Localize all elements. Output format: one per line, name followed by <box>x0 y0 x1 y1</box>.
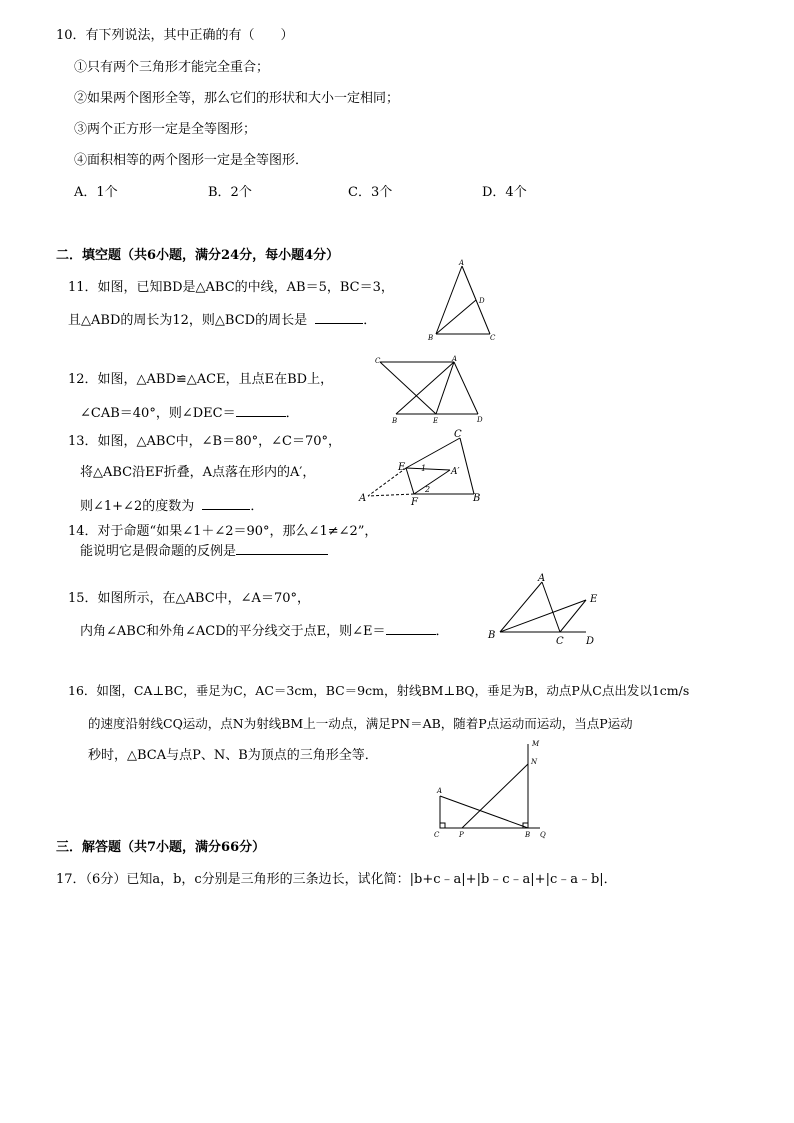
section3-title: 三．解答题（共7小题，满分66分） <box>56 840 266 855</box>
q13-label-2: 2 <box>425 485 431 494</box>
q10-item-4: ④面积相等的两个图形一定是全等图形． <box>74 153 309 168</box>
q16-label-a: A <box>437 787 443 795</box>
q14-line2-text: 能说明它是假命题的反例是 <box>80 544 237 559</box>
q15-answer-blank[interactable] <box>386 622 436 635</box>
q12-label-e: E <box>433 417 439 425</box>
q11-line2 <box>68 311 376 329</box>
q13-line3-text: 则∠1+∠2的度数为 <box>80 499 195 514</box>
q10-item-3: ③两个正方形一定是全等图形； <box>74 122 257 137</box>
q11-label-a: A <box>459 259 465 267</box>
q11-label-b: B <box>428 334 434 342</box>
q11-line2-text: 且△ABD的周长为12，则△BCD的周长是 <box>68 313 308 328</box>
q13-label-b: B <box>473 493 481 504</box>
q11-label-c: C <box>490 334 496 342</box>
q12-line2-text: ∠CAB＝40°，则∠DEC＝ <box>80 406 236 421</box>
q12-label-c: C <box>375 357 381 365</box>
q12-label-d: D <box>477 416 483 424</box>
q16-label-m: M <box>532 740 540 748</box>
q11-answer-blank[interactable] <box>315 311 363 324</box>
q15-figure <box>480 568 610 650</box>
q11-label-d: D <box>479 297 485 305</box>
q13-label-c: C <box>454 429 462 440</box>
q16-label-c: C <box>434 831 440 839</box>
q15-label-a: A <box>538 573 546 584</box>
q13-figure <box>356 428 490 510</box>
q10-stem: 10．有下列说法，其中正确的有（ ） <box>56 28 294 43</box>
q17-text: 17．（6分）已知a，b，c分别是三角形的三条边长，试化简：|b+c﹣a|+|b﹣c﹣a|+|c﹣a﹣b|． <box>56 872 617 887</box>
q10-option-d: D．4个 <box>482 185 527 200</box>
q15-label-e: E <box>590 594 598 605</box>
q13-line3 <box>80 497 263 515</box>
q11-end: ． <box>363 313 377 328</box>
q10-item-2: ②如果两个图形全等，那么它们的形状和大小一定相同； <box>74 91 400 106</box>
q13-end: ． <box>250 499 264 514</box>
q15-label-d: D <box>586 636 595 647</box>
q15-line2-text: 内角∠ABC和外角∠ACD的平分线交于点E，则∠E＝ <box>80 624 386 639</box>
q12-line2 <box>80 404 299 422</box>
q16-label-p: P <box>459 831 464 839</box>
q10-item-1: ①只有两个三角形才能完全重合； <box>74 60 270 75</box>
q15-line1: 15．如图所示，在△ABC中，∠A＝70°， <box>68 591 310 606</box>
q13-line1: 13．如图，△ABC中，∠B＝80°，∠C＝70°， <box>68 434 342 449</box>
q12-line1: 12．如图，△ABD≌△ACE，且点E在BD上， <box>68 372 334 387</box>
q15-end: ． <box>435 624 449 639</box>
q10-option-c: C．3个 <box>348 185 393 200</box>
q10-option-a: A．1个 <box>74 185 118 200</box>
q13-label-a-prime: A′ <box>451 467 460 477</box>
q16-label-q: Q <box>540 831 546 839</box>
q14-line1: 14．对于命题“如果∠1＋∠2＝90°，那么∠1≠∠2”， <box>68 524 378 539</box>
q13-label-1: 1 <box>421 464 427 473</box>
q16-line1: 16．如图，CA⊥BC，垂足为C，AC＝3cm，BC＝9cm，射线BM⊥BQ，垂足为B，动点P从C点出发以1cm/s <box>68 683 690 698</box>
section2-title: 二．填空题（共6小题，满分24分，每小题4分） <box>56 248 340 263</box>
q10-option-b: B．2个 <box>208 185 252 200</box>
q13-label-e: E <box>398 462 406 473</box>
q13-label-a: A <box>359 493 367 504</box>
q11-figure <box>426 256 506 346</box>
q16-figure <box>428 738 552 842</box>
q15-label-c: C <box>556 636 564 647</box>
q12-end: ． <box>285 406 299 421</box>
q11-line1: 11．如图，已知BD是△ABC的中线，AB＝5，BC＝3， <box>68 280 394 295</box>
q12-label-a: A <box>452 355 458 363</box>
q12-answer-blank[interactable] <box>236 404 286 417</box>
q12-figure <box>370 352 490 430</box>
q16-line2: 的速度沿射线CQ运动，点N为射线BM上一动点，满足PN＝AB，随着P点运动而运动，当点P运动 <box>88 716 633 731</box>
q13-line2: 将△ABC沿EF折叠，A点落在形内的A′， <box>80 465 316 480</box>
q16-label-b: B <box>525 831 531 839</box>
q16-label-n: N <box>531 758 538 766</box>
q14-line2 <box>80 542 328 560</box>
q15-label-b: B <box>488 630 496 641</box>
q15-line2 <box>80 622 449 640</box>
q16-line3: 秒时，△BCA与点P、N、B为顶点的三角形全等． <box>88 748 378 763</box>
q13-answer-blank[interactable] <box>202 497 250 510</box>
q13-label-f: F <box>411 497 418 508</box>
q12-label-b: B <box>392 417 398 425</box>
q14-answer-blank[interactable] <box>236 542 328 555</box>
